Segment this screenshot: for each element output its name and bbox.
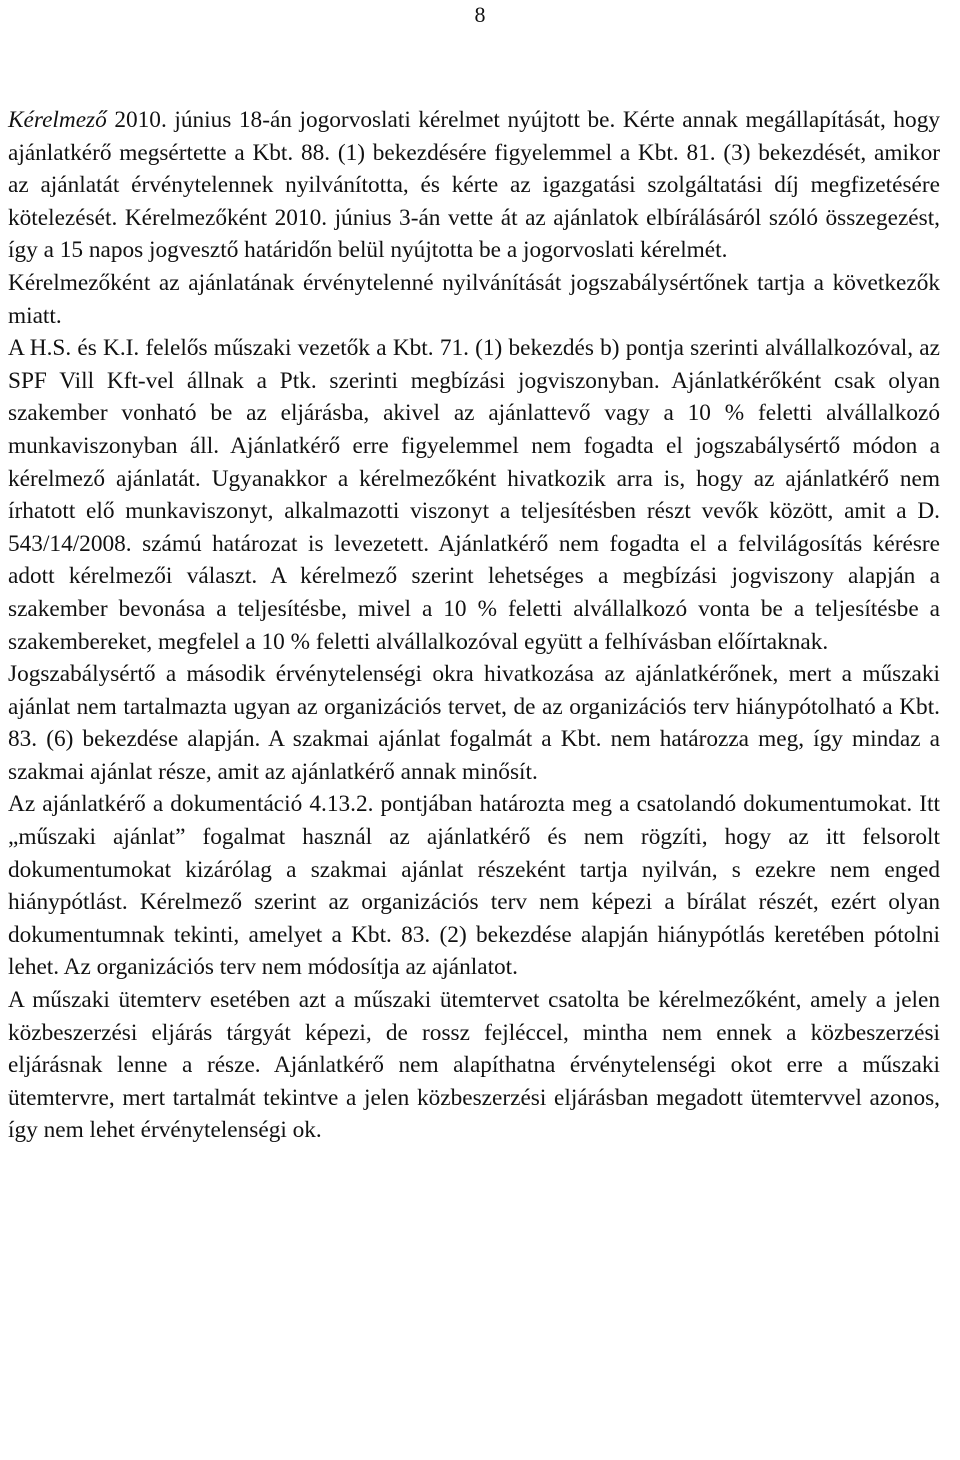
paragraph-5-text: Az ajánlatkérő a dokumentáció 4.13.2. pontjában határozta meg a csatolandó dokumentumokat. Itt „műszaki ajánlat” fogalmat használ az ajánlatkérő és nem rögzíti, hogy az itt felsorolt dokumentumokat kizárólag a szakmai ajánlat részeként tartja nyilván, s ezekre nem enged hiánypótlást. Kérelmező szerint az organizációs terv nem képezi a bírálat részét, ezért olyan dokumentumnak tekinti, amelyet a Kbt. 83. (2) bekezdése alapján hiánypótlás keretében pótolni lehet. Az organizációs terv nem módosítja az ajánlatot. — [8, 791, 940, 981]
document-body — [8, 104, 940, 1147]
paragraph-1 — [8, 104, 940, 267]
paragraph-5 — [8, 788, 940, 984]
paragraph-4 — [8, 658, 940, 788]
paragraph-6 — [8, 984, 940, 1147]
paragraph-3-text: A H.S. és K.I. felelős műszaki vezetők a Kbt. 71. (1) bekezdés b) pontja szerinti alvállalkozóval, az SPF Vill Kft-vel állnak a Ptk. szerinti megbízási jogviszonyban. Ajánlatkérőként csak olyan szakember vonható be az eljárásba, akivel az ajánlattevő vagy a 10 % feletti alvállalkozó munkaviszonyban áll. Ajánlatkérő erre figyelemmel nem fogadta el jogszabálysértő módon a kérelmező ajánlatát. Ugyanakkor a kérelmezőként hivatkozik arra is, hogy az ajánlatkérő nem írhatott elő munkaviszonyt, alkalmazotti viszonyt a teljesítésben részt vevők között, amit a D. 543/14/2008. számú határozat is levezetett. Ajánlatkérő nem fogadta el a felvilágosítás kérésre adott kérelmezői választ. A kérelmező szerint lehetséges a megbízási jogviszony alapján a szakember bevonása a teljesítésbe, mivel a 10 % feletti alvállalkozó vonta be a teljesítésbe a szakembereket, megfelel a 10 % feletti alvállalkozóval együtt a felhívásban előírtaknak. — [8, 335, 940, 655]
paragraph-6-text: A műszaki ütemterv esetében azt a műszaki ütemtervet csatolta be kérelmezőként, amely a jelen közbeszerzési eljárás tárgyát képezi, de rossz fejléccel, mintha nem ennek a közbeszerzési eljárásnak lenne a része. Ajánlatkérő nem alapíthatna érvénytelenségi okot erre a műszaki ütemtervre, mert tartalmát tekintve a jelen közbeszerzési eljárásban megadott ütemtervvel azonos, így nem lehet érvénytelenségi ok. — [8, 987, 940, 1144]
paragraph-2 — [8, 267, 940, 332]
page-number: 8 — [474, 2, 486, 27]
paragraph-2-text: Kérelmezőként az ajánlatának érvénytelenné nyilvánítását jogszabálysértőnek tartja a következők miatt. — [8, 269, 940, 329]
paragraph-3 — [8, 332, 940, 658]
paragraph-1-lead-italic: Kérelmező — [8, 107, 107, 133]
paragraph-4-text: Jogszabálysértő a második érvénytelenségi okra hivatkozása az ajánlatkérőnek, mert a műszaki ajánlat nem tartalmazta ugyan az organizációs tervet, de az organizációs terv hiánypótolható a Kbt. 83. (6) bekezdése alapján. A szakmai ajánlat fogalmát a Kbt. nem határozza meg, így mindaz a szakmai ajánlat része, amit az ajánlatkérő annak minősít. — [8, 661, 940, 785]
paragraph-1-text: 2010. június 18-án jogorvoslati kérelmet nyújtott be. Kérte annak megállapítását, hogy ajánlatkérő megsértette a Kbt. 88. (1) bekezdésére figyelemmel a Kbt. 81. (3) bekezdését, amikor az ajánlatát érvénytelennek nyilvánította, és kérte az igazgatási szolgáltatási díj megfizetésére kötelezését. Kérelmezőként 2010. június 3-án vette át az ajánlatok elbírálásáról szóló összegezést, így a 15 napos jogvesztő határidőn belül nyújtotta be a jogorvoslati kérelmét. — [8, 107, 940, 264]
